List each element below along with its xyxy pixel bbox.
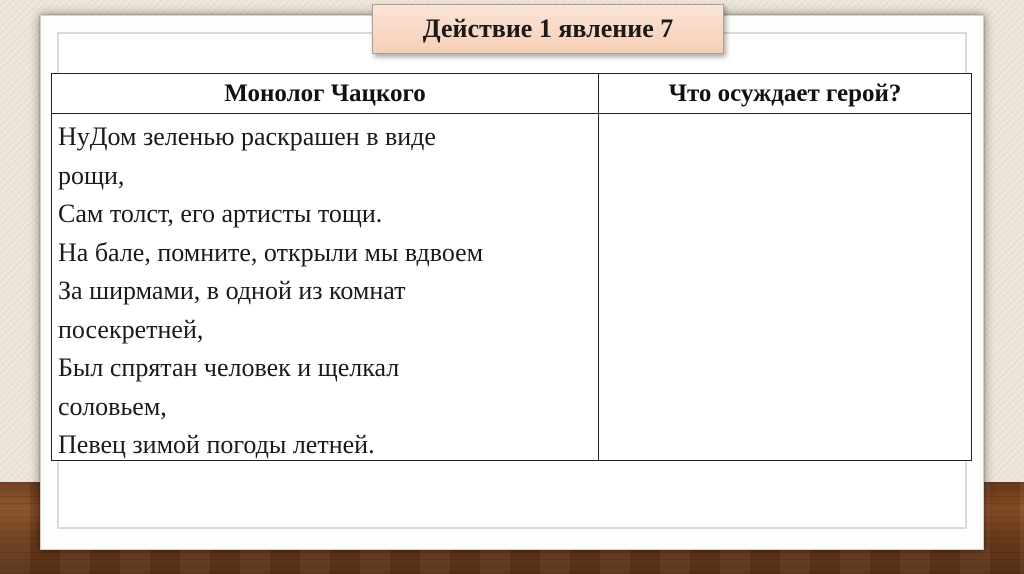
monologue-line: НуДом зеленью раскрашен в виде [58,122,436,151]
header-monologue: Монолог Чацкого [52,74,599,114]
slide-title: Действие 1 явление 7 [372,4,724,54]
monologue-line: На бале, помните, открыли мы вдвоем [58,237,484,267]
monologue-line: За ширмами, в одной из комнат [58,276,406,305]
monologue-line: Сам толст, его артисты тощи. [58,199,383,228]
answer-cell [599,114,971,460]
monologue-line: Был спрятан человек и щелкал [58,353,400,382]
monologue-line: посекретней, [58,314,204,344]
monologue-cell [52,114,599,460]
monologue-table [51,73,972,461]
monologue-line: соловьем, [58,391,167,421]
monologue-line: рощи, [58,160,125,190]
header-condemns: Что осуждает герой? [599,74,971,114]
monologue-line: Певец зимой погоды летней. [58,430,375,459]
